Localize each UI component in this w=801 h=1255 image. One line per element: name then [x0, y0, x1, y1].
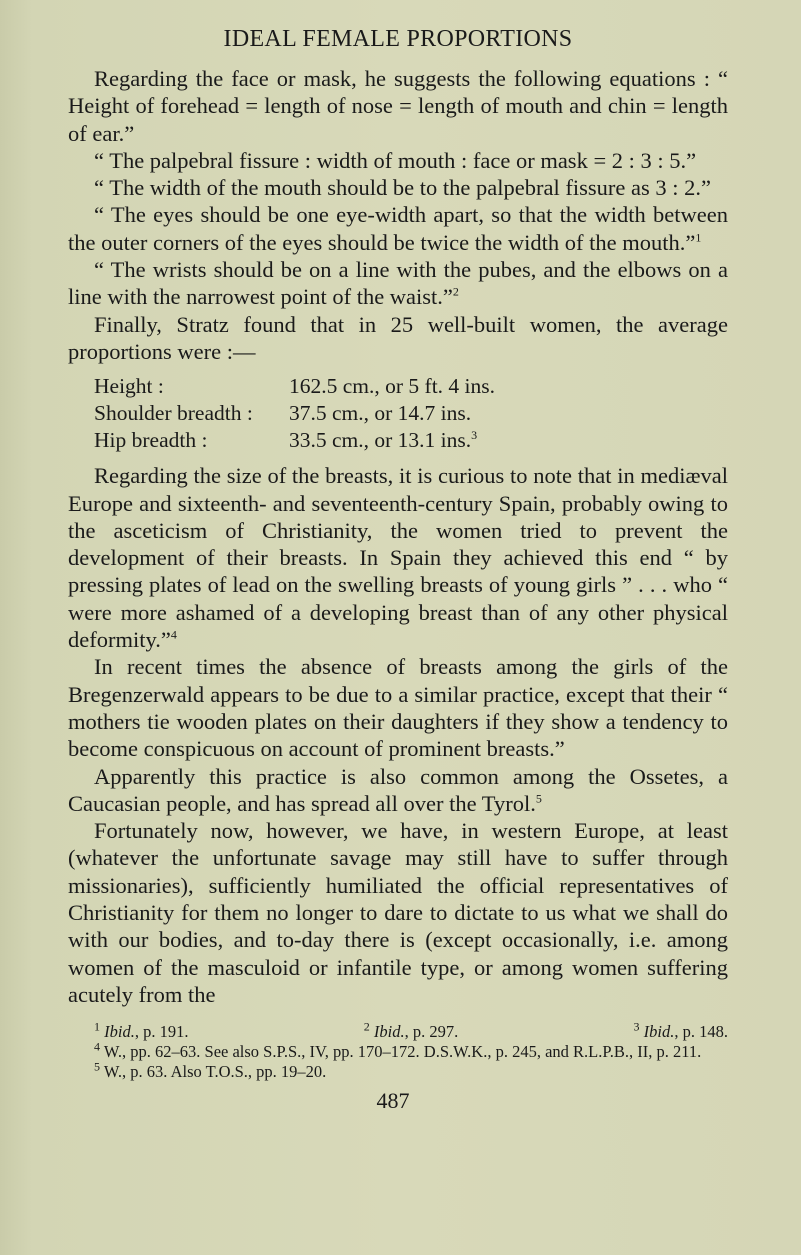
paragraph-mouth-width: “ The width of the mouth should be to the palpebral fissure as 3 : 2.” — [94, 175, 711, 201]
proportions-table — [94, 373, 495, 454]
footnote-ref-4[interactable]: 4 — [170, 627, 177, 642]
table-row — [94, 373, 495, 400]
footnote-1: $^1$ Ibid., p. 191. — [94, 1019, 189, 1042]
footnote-ref-2[interactable]: 2 — [452, 284, 459, 299]
paragraph-bregenzerwald: In recent times the absence of breasts among the girls of the Bregenzerwald appears to be due to a similar practice, except that their “ mothers tie wooden plates on their daughters if they show a tendency to become conspicuous on account of prominent breasts.” — [68, 654, 728, 762]
footnote-3: $^3$ Ibid., p. 148. — [633, 1019, 728, 1042]
paragraph-wrists-text: “ The wrists should be on a line with the pubes, and the elbows on a line with the narrowest point of the waist.” — [68, 257, 728, 310]
paragraph-fortunately: Fortunately now, however, we have, in western Europe, at least (whatever the unfortunate savage may still have to suffer through missionaries), sufficiently humiliated the official representatives of Christianity for them no longer to dare to dictate to us what we shall do with our bodies, and to-day there is (except occasionally, i.e. among women of the masculoid or infantile type, or among women suffering acutely from the — [68, 818, 728, 1007]
paragraph-face-equations: Regarding the face or mask, he suggests the following equations : “ Height of forehead = length of nose = length of mouth and chin = length of ear.” — [68, 66, 728, 146]
page-number: 487 — [376, 1088, 410, 1114]
footnote-2: $^2$ Ibid., p. 297. — [363, 1019, 459, 1042]
proportion-label: Height : — [94, 374, 164, 399]
paragraph-stratz: Finally, Stratz found that in 25 well-built women, the average proportions were :— — [68, 311, 728, 364]
footnote-4: $^4$ W., pp. 62–63. See also S.P.S., IV, pp. 170–172. D.S.W.K., p. 245, and R.L.P.B., II, p. 211. — [94, 1039, 702, 1062]
paragraph-ossetes-text: Apparently this practice is also common among the Ossetes, a Caucasian people, and has spread all over the Tyrol. — [68, 763, 728, 816]
footnote-ref-3[interactable]: 3 — [471, 428, 478, 443]
footnote-5: $^5$ W., p. 63. Also T.O.S., pp. 19–20. — [94, 1059, 327, 1082]
proportion-value — [289, 427, 495, 454]
paragraph-wrists — [68, 256, 728, 311]
paragraph-eyes-apart-text: “ The eyes should be one eye-width apart, so that the width between the outer corners of the eyes should be twice the width of the mouth.” — [68, 202, 728, 255]
paragraph-breasts-spain — [68, 462, 728, 653]
paragraph-palpebral-ratio: “ The palpebral fissure : width of mouth : face or mask = 2 : 3 : 5.” — [94, 147, 697, 173]
table-row — [94, 400, 495, 427]
running-head: IDEAL FEMALE PROPORTIONS — [223, 26, 573, 52]
proportion-label: Hip breadth : — [94, 428, 208, 453]
proportion-value-text: 33.5 cm., or 13.1 ins. — [289, 428, 472, 453]
footnote-ref-5[interactable]: 5 — [535, 791, 542, 806]
proportion-value: 37.5 cm., or 14.7 ins. — [289, 401, 472, 426]
paragraph-ossetes — [68, 763, 728, 818]
footnotes — [68, 1019, 728, 1082]
table-row — [94, 427, 495, 454]
paragraph-eyes-apart — [68, 201, 728, 256]
proportion-label: Shoulder breadth : — [94, 401, 253, 426]
paragraph-breasts-spain-text: Regarding the size of the breasts, it is curious to note that in mediæval Europe and sixteenth- and seventeenth-century Spain, probably owing to the asceticism of Christianity, the women tried to prevent the development of their breasts. In Spain they achieved this end “ by pressing plates of lead on the swelling breasts of young girls ” . . . who “ were more ashamed of a developing breast than of any other physical deformity.” — [68, 463, 728, 653]
footnote-row-1-3 — [68, 1019, 728, 1042]
footnote-ref-1[interactable]: 1 — [695, 230, 702, 245]
text-block — [68, 26, 728, 1114]
proportion-value: 162.5 cm., or 5 ft. 4 ins. — [289, 374, 496, 399]
